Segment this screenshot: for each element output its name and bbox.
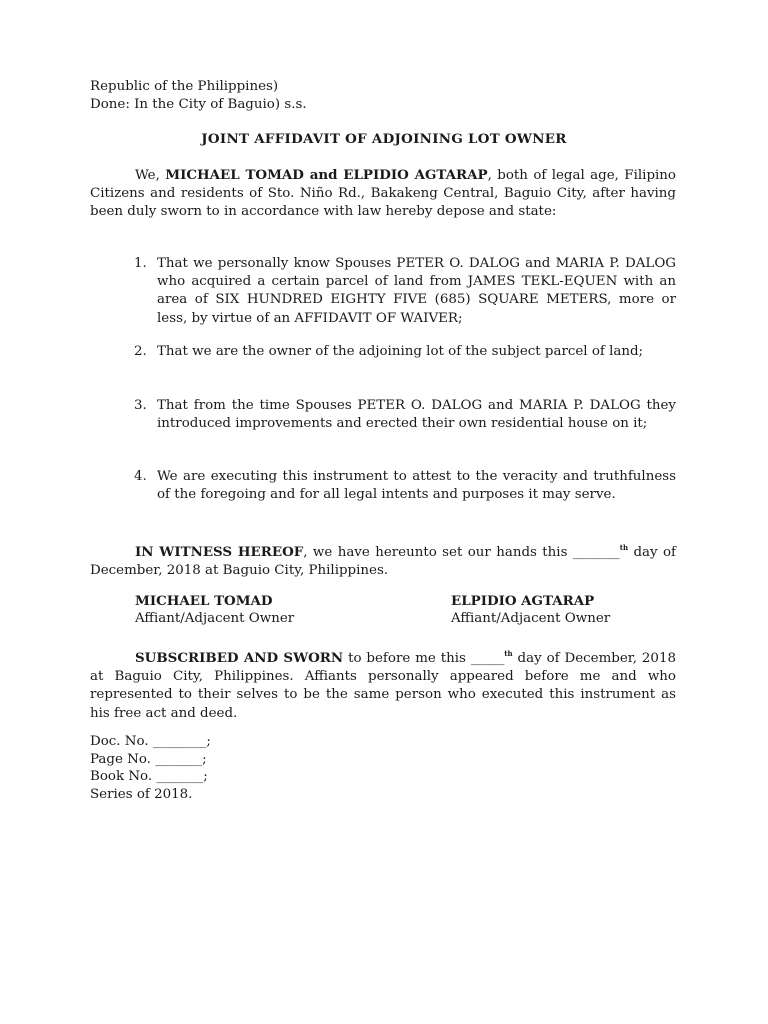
witness-lead: IN WITNESS HEREOF [135,544,304,560]
affiant-names: MICHAEL TOMAD and ELPIDIO AGTARAP [165,167,488,183]
jurat-text-2: day of December, 2018 at Baguio City, Philippines. Affiants personally appeared before me and who represented to their selves to be the same person who executed this instrument as his free act and deed. [90,651,676,721]
venue-line-2: Done: In the City of Baguio) s.s. [90,97,307,112]
venue-block [90,78,307,114]
witness-ordinal: th [619,543,629,552]
list-item-number: 4. [134,469,147,484]
list-item [134,468,676,504]
page-number-line: Page No. _______; [90,751,207,767]
witness-text-2: day of December, 2018 at Baguio City, Philippines. [90,545,677,579]
jurat-text-1: to before me this _____ [343,651,505,666]
document-title: JOINT AFFIDAVIT OF ADJOINING LOT OWNER [201,131,567,147]
book-number-line: Book No. _______; [90,769,208,784]
signatory-block [135,592,294,628]
signatory-role: Affiant/Adjacent Owner [135,611,295,626]
list-item-text: That we are the owner of the adjoining lot of the subject parcel of land; [157,344,644,359]
list-item [134,255,676,328]
list-item-text: That we personally know Spouses PETER O. DALOG and MARIA P. DALOG who acquired a certain parcel of land from JAMES TEKL-EQUEN with an area of SIX HUNDRED EIGHTY FIVE (685) SQUARE METERS, more or less, by virtue of an AFFIDAVIT OF WAIVER; [157,256,676,326]
list-item-text: That from the time Spouses PETER O. DALOG and MARIA P. DALOG they introduced improvements and erected their own residential house on it; [157,398,676,432]
notarial-registry [90,733,211,803]
witness-text-1: , we have hereunto set our hands this _______ [303,545,620,560]
doc-number-line: Doc. No. ________; [90,734,211,749]
list-item-number: 1. [134,256,147,271]
signatory-name: MICHAEL TOMAD [135,593,273,609]
jurat-paragraph [90,645,676,723]
list-item [134,343,676,361]
witness-paragraph [90,539,676,580]
intro-prefix: We, [135,168,166,183]
signatory-role: Affiant/Adjacent Owner [451,611,611,626]
list-item-number: 3. [134,398,147,413]
signatory-block [451,592,610,628]
series-line: Series of 2018. [90,786,193,802]
list-item-number: 2. [134,344,147,359]
intro-paragraph [90,166,676,222]
jurat-lead: SUBSCRIBED AND SWORN [135,650,344,666]
list-item-text: We are executing this instrument to attest to the veracity and truthfulness of the foregoing and for all legal intents and purposes it may serve. [157,469,676,503]
list-item [134,397,676,433]
venue-line-1: Republic of the Philippines) [90,79,279,94]
signatory-name: ELPIDIO AGTARAP [451,593,595,609]
jurat-ordinal: th [504,649,513,658]
intro-rest: , both of legal age, Filipino Citizens and residents of Sto. Niño Rd., Bakakeng Central, Baguio City, after having been duly sworn to in accordance with law hereby depose and state: [90,168,676,220]
